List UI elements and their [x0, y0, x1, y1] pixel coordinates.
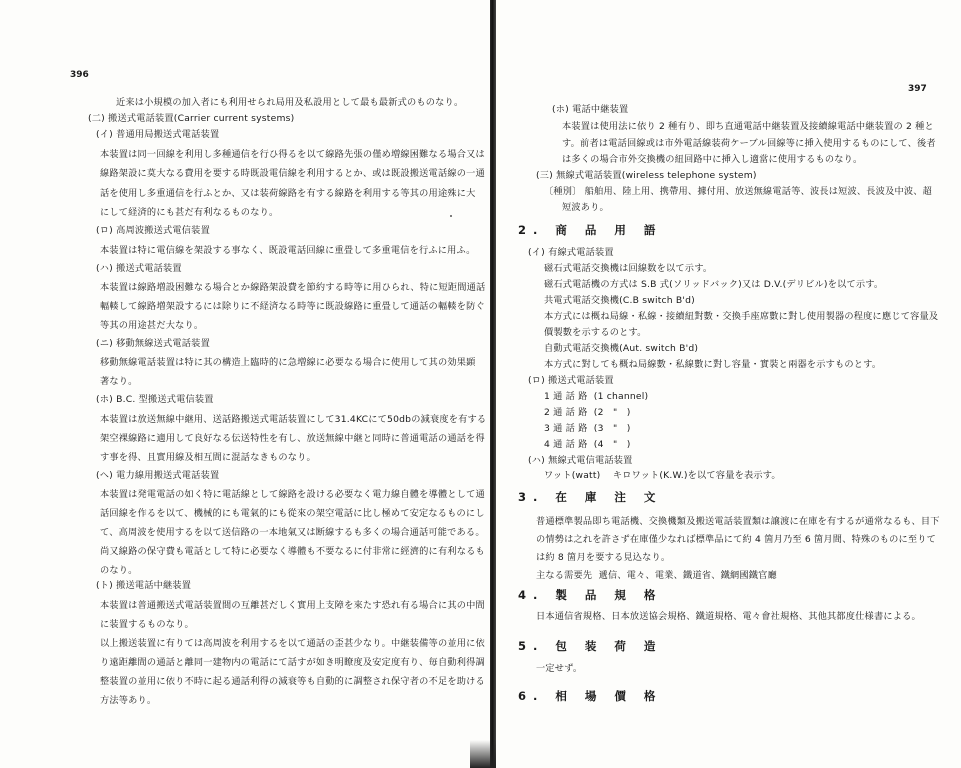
subsection-heading: (ホ) B.C. 型搬送式電信装置: [96, 394, 214, 405]
text-line: のなり。: [100, 565, 138, 576]
text-line: 話を使用し多重通信を行ふとか、又は装荷線路を有する線路を利用する等其の用途殊に大: [100, 188, 476, 199]
subsection-heading: (イ) 有線式電話装置: [528, 247, 614, 258]
text-line: にして経済的にも甚だ有利なるものなり。: [100, 207, 279, 218]
text-line: 架空裸線路に適用して良好なる伝送特性を有し、放送無線中継と同時に普通電話の通話を得: [100, 433, 485, 444]
text-line: 整装置の並用に依り不時に起る通話利得の減衰等も自動的に調整され保守者の不足を助ける: [100, 676, 485, 687]
text-line: 等其の用途甚だ大なり。: [100, 320, 204, 331]
page-number-left: 396: [70, 70, 89, 80]
text-line: 〔種別〕 船舶用、陸上用、携帶用、據付用、放送無線電話等、波長は短波、長波及中波、超: [544, 186, 933, 197]
page-number-right: 397: [908, 84, 927, 94]
text-line: の情勢は之れを許さず在庫僅少なれば標準品にて約 4 箇月乃至 6 箇月間、特殊のものに至りて: [536, 534, 937, 545]
text-line: 著なり。: [100, 376, 138, 387]
chapter-heading: 2. 商 品 用 語: [518, 223, 663, 237]
text-line: は約 8 箇月を要する見込なり。: [536, 552, 671, 563]
text-line: 本装置は特に電信線を架設する事なく、既設電話回線に重畳して多重電信を行ふに用ふ。: [100, 245, 476, 256]
subsection-heading: (ト) 搬送電話中継装置: [96, 580, 192, 591]
chapter-heading: 6. 相 場 價 格: [518, 689, 663, 703]
subsection-heading: (ニ) 移動無線送式電話装置: [96, 338, 210, 349]
text-line: り遠距離間の通話と離同一建物内の電話にて話すが如き明瞭度及安定度有り、毎自動利得調: [100, 657, 485, 668]
text-line: す事を得、且實用線及相互間に混話なきものなり。: [100, 452, 316, 463]
text-line: 本装置は放送無線中継用、送話路搬送式電話装置にして31.4KCにて50dbの減衰度を有する: [100, 414, 487, 425]
text-line: 磁石式電話交換機は回線数を以て示す。: [544, 263, 713, 274]
text-line: 尚又線路の保守費も電話として特に必要なく導體も不要なるに付非常に經濟的に有利なるも: [100, 546, 485, 557]
section-heading: (二) 搬送式電話装置(Carrier current systems): [88, 113, 295, 124]
subsection-heading: (ホ) 電話中継装置: [552, 104, 629, 115]
text-line: 話回線を作るを以て、機械的にも電氣的にも從來の架空電話に比し極めて安定なるものにし: [100, 508, 485, 519]
text-line: 以上搬送装置に有りては高周波を利用するを以て通話の歪甚少なり。中継装備等の並用に依: [100, 638, 485, 649]
subsection-heading: (ロ) 搬送式電話装置: [528, 375, 614, 386]
chapter-heading: 5. 包 装 荷 造: [518, 639, 663, 653]
section-heading: (三) 無線式電話装置(wireless telephone system): [536, 170, 757, 181]
subsection-heading: (ロ) 高周波搬送式電信装置: [96, 225, 210, 236]
text-line: 輻輳して線路増架設するには除りに不経済なる時等に既設線路に重畳して通話の輻輳を防ぐ: [100, 301, 485, 312]
text-line: 共電式電話交換機(C.B switch B'd): [544, 295, 695, 306]
subsection-heading: (イ) 普通用局搬送式電話装置: [96, 129, 220, 140]
text-line: に装置するものなり。: [100, 619, 194, 630]
text-line: 自動式電話交換機(Aut. switch B'd): [544, 343, 699, 354]
text-line: 本装置は発電電話の如く特に電話線として線路を設ける必要なく電力線自體を導體として通: [100, 489, 485, 500]
text-line: 1 通 話 路 (1 channel): [544, 391, 649, 402]
text-line: 方法等あり。: [100, 695, 157, 706]
text-line: す。前者は電話回線或は市外電話線装荷ケーブル回線等に挿入使用するものにして、後者: [562, 138, 936, 149]
subsection-heading: (ハ) 無線式電信電話装置: [528, 455, 633, 466]
text-line: は多くの場合市外交換機の紐回路中に挿入し適當に使用するものなり。: [562, 154, 863, 165]
right-page: [496, 0, 961, 768]
text-line: 近来は小規模の加入者にも利用せられ局用及私設用として最も最新式のものなり。: [116, 97, 464, 108]
text-line: 一定せず。: [536, 663, 583, 674]
text-line: 3 通 話 路 (3 " ): [544, 423, 631, 434]
subsection-heading: (ヘ) 電力線用搬送式電話装置: [96, 470, 220, 481]
text-line: ワット(watt) キロワット(K.W.)を以て容量を表示す。: [544, 470, 781, 481]
text-line: 價製數を示するのとす。: [544, 327, 647, 338]
subsection-heading: (ハ) 搬送式電話装置: [96, 263, 182, 274]
text-line: 普通標準製品即ち電話機、交換機類及搬送電話装置類は譲渡に在庫を有するが通常なるも、目下: [536, 516, 940, 527]
text-line: 4 通 話 路 (4 " ): [544, 439, 631, 450]
text-line: 本方式には概ね局線・私線・接續紐對數・交換手座席數に對し使用製器の程度に應じて容量及: [544, 311, 939, 322]
text-line: 本装置は線路増設困難なる場合とか線路架設費を節約する時等に用ひられ、特に短距間通話: [100, 282, 486, 293]
text-line: 主なる需要先 遞信、電々、電業、鐵道省、鐵網國鐵官廳: [536, 570, 777, 581]
speck-mark: [450, 215, 452, 217]
text-line: 移動無線電話装置は特に其の構造上臨時的に急増線に必要なる場合に使用して其の効果顕: [100, 357, 476, 368]
text-line: 本装置は使用法に依り 2 種有り、即ち直通電話中継装置及接續線電話中継装置の 2 種と: [562, 121, 934, 132]
text-line: 日本通信省規格、日本放送協会規格、鐵道規格、電々會社規格、其他其都度仕様書による。: [536, 611, 921, 622]
chapter-heading: 4. 製 品 規 格: [518, 588, 663, 602]
text-line: 本方式に對しても概ね局線數・私線數に對し容量・實裝と兩器を示すものとす。: [544, 359, 882, 370]
text-line: 2 通 話 路 (2 " ): [544, 407, 631, 418]
text-line: て、高周波を使用するを以て送信路の一本地氣又は断線するも多くの場合通話可能である。: [100, 527, 485, 538]
text-line: 線路架設に莫大なる費用を要する時既設電信線を利用するとか、或は既設搬送電話線の一通: [100, 168, 485, 179]
text-line: 本装置は普通搬送式電話装置間の互離甚だしく實用上支障を來たす恐れ有る場合に其の中間: [100, 600, 485, 611]
text-line: 磁石式電話機の方式は S.B 式(ソリッドバック)又は D.V.(デリビル)を以て示す。: [544, 279, 884, 290]
chapter-heading: 3. 在 庫 注 文: [518, 490, 663, 504]
text-line: 本装置は同一回線を利用し多種通信を行ひ得るを以て線路先張の僅め増線困難なる場合又は: [100, 149, 485, 160]
text-line: 短波あり。: [562, 202, 609, 213]
